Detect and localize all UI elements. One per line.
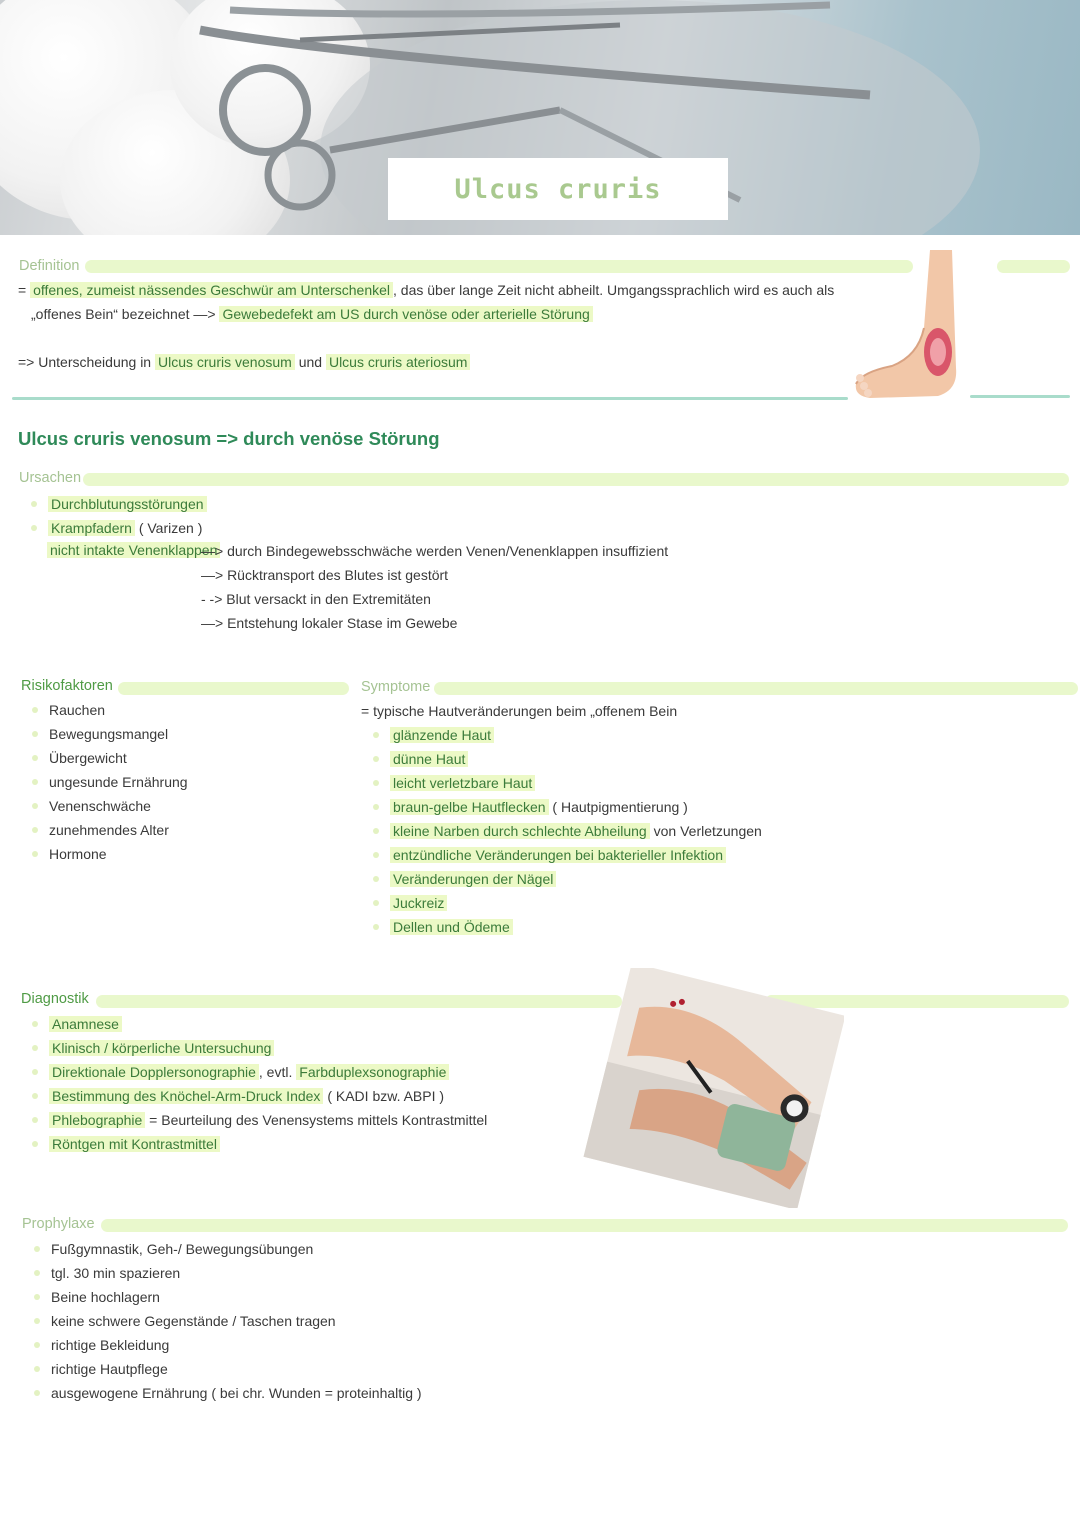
page-title: Ulcus cruris	[454, 173, 662, 205]
list-item-label: keine schwere Gegenstände / Taschen tragen	[51, 1313, 336, 1329]
ursachen-heading: Ursachen	[19, 470, 82, 486]
heading-bar	[96, 995, 622, 1008]
bullet-icon	[34, 1390, 40, 1396]
cause-chain-step: —> Entstehung lokaler Stase im Gewebe	[201, 615, 458, 631]
definition-line-1: = offenes, zumeist nässendes Geschwür am Unterschenkel , das über lange Zeit nicht abheilt. Umgangssprachlich wird es auch als	[18, 282, 835, 298]
list-item-label	[390, 867, 556, 891]
highlight: leicht verletzbare Haut	[390, 775, 535, 791]
bullet-icon	[32, 1117, 38, 1123]
definition-line-2: „offenes Bein“ bezeichnet —> Gewebedefekt am US durch venöse oder arterielle Störung	[31, 306, 593, 322]
bullet-icon	[32, 851, 38, 857]
highlight: Dellen und Ödeme	[390, 919, 513, 935]
definition-highlight: Gewebedefekt am US durch venöse oder arterielle Störung	[219, 306, 592, 322]
bullet-icon	[373, 804, 379, 810]
list-item-label	[390, 723, 494, 747]
bullet-icon	[373, 924, 379, 930]
highlight: glänzende Haut	[390, 727, 494, 743]
bullet-icon	[373, 900, 379, 906]
bullet-icon	[32, 1069, 38, 1075]
bullet-icon	[32, 779, 38, 785]
bullet-icon	[32, 803, 38, 809]
bullet-icon	[31, 525, 37, 531]
bullet-icon	[32, 1021, 38, 1027]
prophylaxe-heading: Prophylaxe	[22, 1216, 95, 1232]
list-item-label	[49, 1012, 122, 1036]
header-photo	[0, 0, 1080, 235]
heading-bar	[83, 473, 1069, 486]
list-item-label	[390, 771, 535, 795]
list-item-label: kleine Narben durch schlechte Abheilung von Verletzungen	[390, 819, 762, 843]
list-item-label: Hormone	[49, 846, 107, 862]
heading-bar	[101, 1219, 1068, 1232]
diagnostik-heading: Diagnostik	[21, 991, 89, 1007]
symptome-heading: Symptome	[361, 679, 431, 695]
list-item-label	[390, 843, 726, 867]
highlight: dünne Haut	[390, 751, 468, 767]
divider	[970, 395, 1070, 398]
doppler-measurement-photo	[582, 968, 844, 1208]
bullet-icon	[32, 731, 38, 737]
title-box	[388, 158, 728, 220]
bullet-icon	[32, 1045, 38, 1051]
bullet-icon	[32, 827, 38, 833]
list-item-label	[390, 915, 513, 939]
highlight: Direktionale Dopplersonographie	[49, 1064, 259, 1080]
highlight: Veränderungen der Nägel	[390, 871, 556, 887]
highlight: entzündliche Veränderungen bei bakterieller Infektion	[390, 847, 726, 863]
highlight: Röntgen mit Kontrastmittel	[49, 1136, 220, 1152]
bullet-icon	[34, 1270, 40, 1276]
list-item-label: Phlebographie = Beurteilung des Venensystems mittels Kontrastmittel	[49, 1108, 487, 1132]
list-item-label: Fußgymnastik, Geh-/ Bewegungsübungen	[51, 1241, 314, 1257]
bullet-icon	[373, 732, 379, 738]
bullet-icon	[373, 876, 379, 882]
bullet-icon	[34, 1246, 40, 1252]
cause-chain-step: - -> Blut versackt in den Extremitäten	[201, 591, 431, 607]
highlight: braun-gelbe Hautflecken	[390, 799, 549, 815]
divider	[12, 397, 848, 400]
highlight: Klinisch / körperliche Untersuchung	[49, 1040, 274, 1056]
list-item-label	[390, 747, 468, 771]
list-item-label	[49, 1132, 220, 1156]
list-item-label: Beine hochlagern	[51, 1289, 160, 1305]
highlight: kleine Narben durch schlechte Abheilung	[390, 823, 650, 839]
cause-chain-step: —> Rücktransport des Blutes ist gestört	[201, 567, 449, 583]
section-title-venosum: Ulcus cruris venosum => durch venöse Störung	[18, 428, 440, 449]
list-item-label: zunehmendes Alter	[49, 822, 169, 838]
list-item-label: tgl. 30 min spazieren	[51, 1265, 181, 1281]
cause-chain-step: —> durch Bindegewebsschwäche werden Venen/Venenklappen insuffizient	[201, 543, 669, 559]
definition-heading: Definition	[19, 258, 80, 274]
list-item-label	[390, 891, 447, 915]
list-item-label: braun-gelbe Hautflecken ( Hautpigmentierung )	[390, 795, 688, 819]
list-item-label: Krampfadern ( Varizen )	[48, 516, 202, 540]
bullet-icon	[32, 1141, 38, 1147]
list-item-label: richtige Bekleidung	[51, 1337, 170, 1353]
list-item-label: richtige Hautpflege	[51, 1361, 168, 1377]
list-item-label: ausgewogene Ernährung ( bei chr. Wunden = proteinhaltig )	[51, 1385, 422, 1401]
definition-highlight: offenes, zumeist nässendes Geschwür am Unterschenkel	[30, 282, 393, 298]
cause-chain	[201, 542, 668, 638]
list-item-label	[48, 492, 207, 516]
bullet-icon	[373, 780, 379, 786]
bullet-icon	[34, 1342, 40, 1348]
highlight: Juckreiz	[390, 895, 447, 911]
definition-line-3: => Unterscheidung in Ulcus cruris venosum und Ulcus cruris ateriosum	[18, 354, 470, 370]
bullet-icon	[34, 1366, 40, 1372]
bullet-icon	[31, 501, 37, 507]
highlight: Krampfadern	[48, 520, 135, 536]
symptome-intro: = typische Hautveränderungen beim „offenem Bein	[361, 703, 678, 719]
heading-bar	[85, 260, 913, 273]
bullet-icon	[373, 828, 379, 834]
highlight: Farbduplexsonographie	[296, 1064, 449, 1080]
heading-bar	[118, 682, 349, 695]
bullet-icon	[373, 852, 379, 858]
highlight: Bestimmung des Knöchel-Arm-Druck Index	[49, 1088, 323, 1104]
heading-bar	[997, 260, 1070, 273]
bullet-icon	[34, 1294, 40, 1300]
cause-label: nicht intakte Venenklappen	[47, 542, 220, 558]
list-item-label: Rauchen	[49, 702, 106, 718]
list-item-label	[49, 1036, 274, 1060]
heading-bar	[434, 682, 1078, 695]
highlight: Durchblutungsstörungen	[48, 496, 207, 512]
highlight: Phlebographie	[49, 1112, 145, 1128]
bullet-icon	[373, 756, 379, 762]
bullet-icon	[34, 1318, 40, 1324]
list-item-label: Venenschwäche	[49, 798, 151, 814]
risikofaktoren-heading: Risikofaktoren	[21, 678, 113, 694]
list-item-label: Direktionale Dopplersonographie , evtl. Farbduplexsonographie	[49, 1060, 449, 1084]
list-item-label: Bestimmung des Knöchel-Arm-Druck Index ( KADI bzw. ABPI )	[49, 1084, 444, 1108]
bullet-icon	[32, 755, 38, 761]
bullet-icon	[32, 707, 38, 713]
bullet-icon	[32, 1093, 38, 1099]
highlight: Anamnese	[49, 1016, 122, 1032]
list-item-label: ungesunde Ernährung	[49, 774, 188, 790]
ulcer-foot-illustration	[852, 248, 962, 400]
list-item-label: Bewegungsmangel	[49, 726, 169, 742]
list-item-label: Übergewicht	[49, 750, 127, 766]
